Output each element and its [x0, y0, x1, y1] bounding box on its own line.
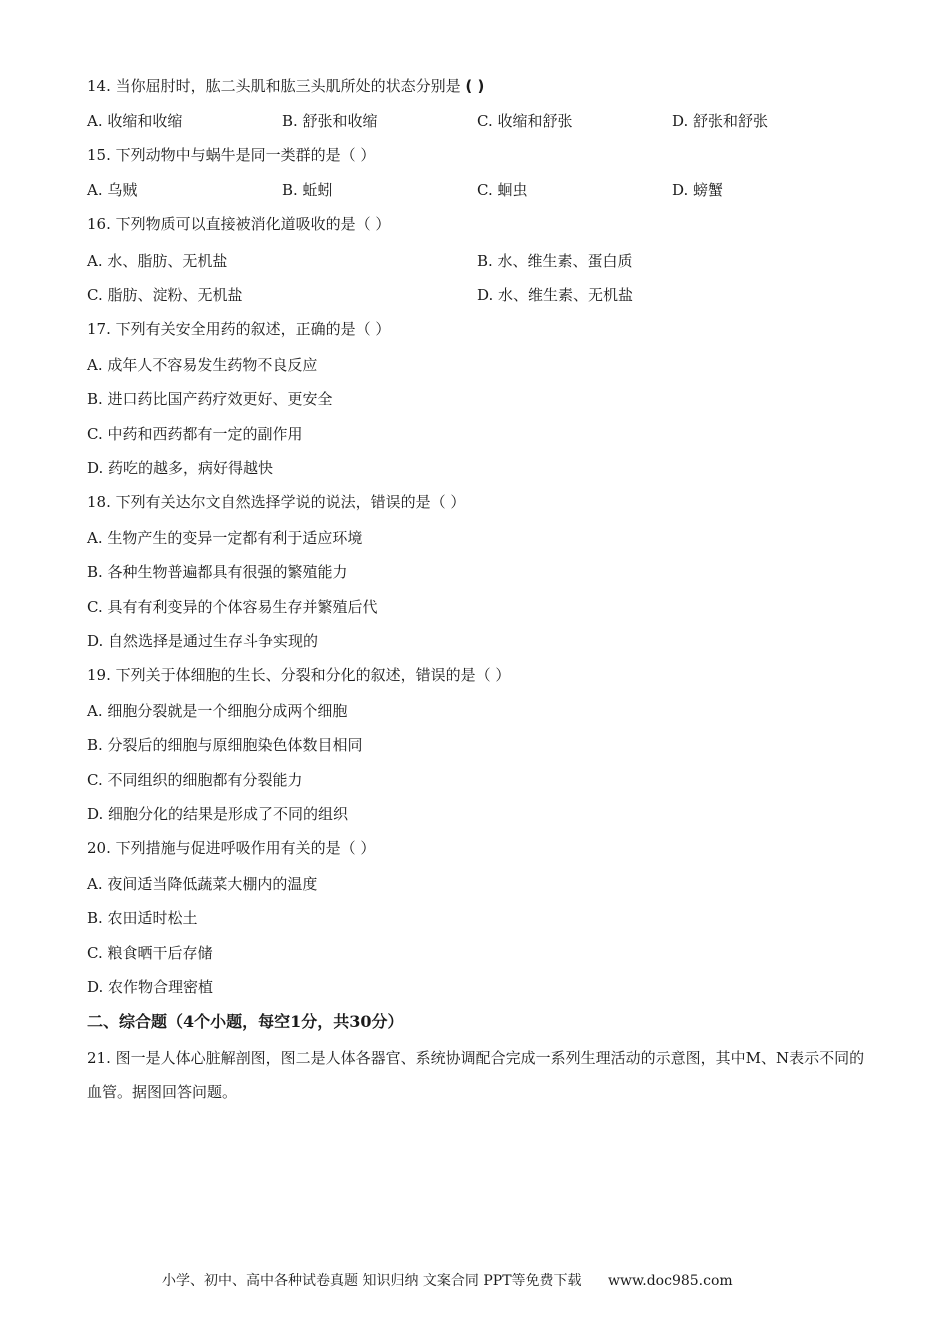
- page-footer: [162, 1270, 733, 1290]
- option-c: C. 不同组织的细胞都有分裂能力: [87, 771, 303, 789]
- option-b: B. 舒张和收缩: [282, 112, 378, 130]
- question-15-stem: 15. 下列动物中与蜗牛是同一类群的是（ ）: [87, 146, 376, 164]
- option-a: A. 生物产生的变异一定都有利于适应环境: [87, 529, 363, 547]
- option-b: B. 水、维生素、蛋白质: [477, 252, 633, 270]
- option-b: B. 各种生物普遍都具有很强的繁殖能力: [87, 563, 348, 581]
- option-a: A. 细胞分裂就是一个细胞分成两个细胞: [87, 702, 348, 720]
- option-d: D. 细胞分化的结果是形成了不同的组织: [87, 805, 349, 823]
- question-16-stem: 16. 下列物质可以直接被消化道吸收的是（ ）: [87, 215, 391, 233]
- question-15-options: [87, 180, 867, 200]
- section-title: 二、综合题（4个小题，每空1分，共30分）: [87, 1012, 404, 1031]
- question-14-stem: [87, 76, 484, 96]
- question-14-options: [87, 111, 867, 131]
- footer-website: www.doc985.com: [607, 1273, 733, 1289]
- answer-blank: ( ): [465, 77, 485, 95]
- question-19-stem: 19. 下列关于体细胞的生长、分裂和分化的叙述，错误的是（ ）: [87, 666, 511, 684]
- option-d: D. 药吃的越多，病好得越快: [87, 459, 274, 477]
- question-16-options-row1: [87, 251, 867, 271]
- option-c: C. 脂肪、淀粉、无机盐: [87, 286, 243, 304]
- option-c: C. 蛔虫: [477, 181, 528, 199]
- option-a: A. 水、脂肪、无机盐: [87, 252, 228, 270]
- option-c: C. 收缩和舒张: [477, 112, 573, 130]
- question-14-text: 14. 当你屈肘时，肱二头肌和肱三头肌所处的状态分别是: [87, 77, 461, 95]
- option-a: A. 收缩和收缩: [87, 112, 183, 130]
- option-b: B. 进口药比国产药疗效更好、更安全: [87, 390, 333, 408]
- option-d: D. 农作物合理密植: [87, 978, 214, 996]
- question-18-stem: 18. 下列有关达尔文自然选择学说的说法，错误的是（ ）: [87, 493, 466, 511]
- question-16-options-row2: [87, 285, 867, 305]
- footer-text: 小学、初中、高中各种试卷真题 知识归纳 文案合同 PPT等免费下载: [162, 1273, 582, 1289]
- option-b: B. 分裂后的细胞与原细胞染色体数目相同: [87, 736, 363, 754]
- option-d: D. 水、维生素、无机盐: [477, 286, 634, 304]
- question-17-stem: 17. 下列有关安全用药的叙述，正确的是（ ）: [87, 320, 391, 338]
- option-c: C. 中药和西药都有一定的副作用: [87, 425, 303, 443]
- option-d: D. 舒张和舒张: [672, 112, 769, 130]
- question-20-stem: 20. 下列措施与促进呼吸作用有关的是（ ）: [87, 839, 376, 857]
- option-c: C. 粮食晒干后存储: [87, 944, 213, 962]
- option-a: A. 成年人不容易发生药物不良反应: [87, 356, 318, 374]
- option-d: D. 自然选择是通过生存斗争实现的: [87, 632, 319, 650]
- option-c: C. 具有有利变异的个体容易生存并繁殖后代: [87, 598, 378, 616]
- option-b: B. 蚯蚓: [282, 181, 333, 199]
- question-21-text: 21. 图一是人体心脏解剖图，图二是人体各器官、系统协调配合完成一系列生理活动的示意图，其中M、N表示不同的血管。据图回答问题。: [87, 1049, 865, 1101]
- option-b: B. 农田适时松土: [87, 909, 198, 927]
- option-d: D. 螃蟹: [672, 181, 724, 199]
- option-a: A. 夜间适当降低蔬菜大棚内的温度: [87, 875, 318, 893]
- option-a: A. 乌贼: [87, 181, 138, 199]
